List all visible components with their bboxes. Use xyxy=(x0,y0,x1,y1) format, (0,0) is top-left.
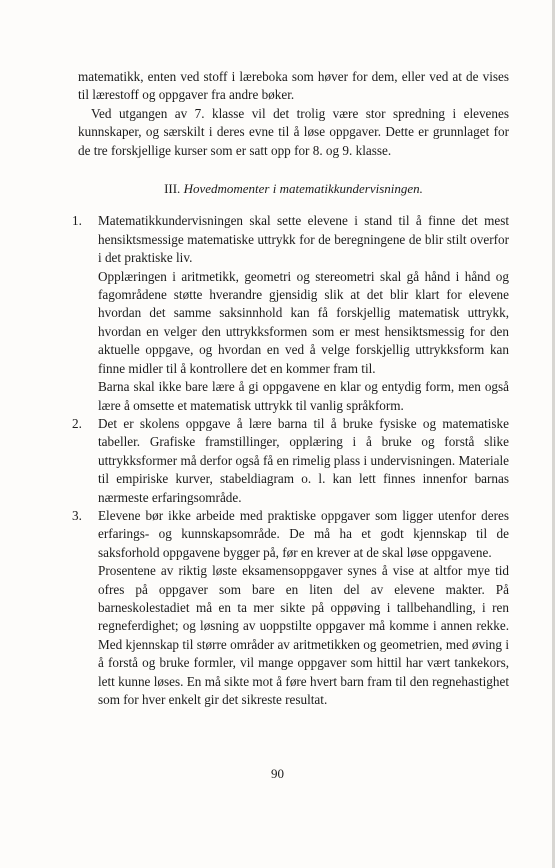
list-item-paragraph: Matematikkundervisningen skal sette elevene i stand til å finne det mest hensiktsmessige matematiske uttrykk for de beregningene de blir stilt overfor i det praktiske liv. xyxy=(98,213,509,266)
list-item-3 xyxy=(72,507,509,709)
numbered-list xyxy=(72,212,509,709)
page-number: 90 xyxy=(271,766,284,781)
list-item-number: 2. xyxy=(72,415,82,431)
intro-paragraph-1: matematikk, enten ved stoff i læreboka som høver for dem, eller ved at de vises til lærestoff og oppgaver fra andre bøker. xyxy=(78,69,509,103)
list-item-paragraph: Barna skal ikke bare lære å gi oppgavene en klar og entydig form, men også lære å omsette et matematisk uttrykk til vanlig språkform. xyxy=(98,379,509,413)
list-item-paragraph: Elevene bør ikke arbeide med praktiske oppgaver som ligger utenfor deres erfarings- og kunnskapsområde. De må ha et godt kjennskap til de saksforhold oppgavene bygger på, før en krever at de skal løse oppgavene. xyxy=(98,507,509,560)
body-text xyxy=(72,68,509,709)
list-item-paragraph: Prosentene av riktig løste eksamensoppgaver synes å vise at altfor mye tid ofres på oppgaver som bare en liten del av elevene makter. På barneskolestadiet må en ta mer sikte på oppøving i tallbehandling, i ren regneferdighet; og løsning av uoppstilte oppgaver må komme i annen rekke. Med kjennskap til større områder av aritmetikken og geometrien, med øving i å forstå og bruke formler, vil mange oppgaver som hittil har vært tankekors, lett kunne løses. En må sikte mot å føre hvert barn fram til den regnehastighet som for hver enkelt gir det sikreste resultat. xyxy=(98,563,509,707)
intro-paragraph-2: Ved utgangen av 7. klasse vil det trolig være stor spredning i elevenes kunnskaper, og særskilt i deres evne til å løse oppgaver. Dette er grunnlaget for de tre forskjellige kurser som er satt opp for 8. og 9. klasse. xyxy=(78,105,509,158)
section-number: III. xyxy=(164,181,181,197)
list-item-number: 1. xyxy=(72,213,82,229)
list-item-number: 3. xyxy=(72,507,82,523)
section-title: Hovedmomenter i matematikkundervisningen. xyxy=(183,181,423,197)
list-item-paragraph: Opplæringen i aritmetikk, geometri og stereometri skal gå hånd i hånd og fagområdene støtte hverandre gjensidig slik at det blir klart for elevene hvordan det samme saksinnhold kan få forskjellig matematisk uttrykk, hvordan en velger den uttrykksformen som er mest hensiktsmessig for den aktuelle oppgave, og hvordan en ved å velge forskjellig uttrykksform kan finne midler til å kontrollere det en kommer fram til. xyxy=(98,268,509,376)
section-heading xyxy=(78,180,509,198)
list-item-2 xyxy=(72,415,509,507)
list-item-paragraph: Det er skolens oppgave å lære barna til å bruke fysiske og matematiske tabeller. Grafiske framstillinger, opplæring i å bruke og forstå slike uttrykksformer må derfor også få en rimelig plass i undervisningen. Materiale til empiriske kurver, stabeldiagram o. l. kan lett finnes innenfor barnas nærmeste erfaringsområde. xyxy=(98,415,509,505)
list-item-1 xyxy=(72,212,509,414)
